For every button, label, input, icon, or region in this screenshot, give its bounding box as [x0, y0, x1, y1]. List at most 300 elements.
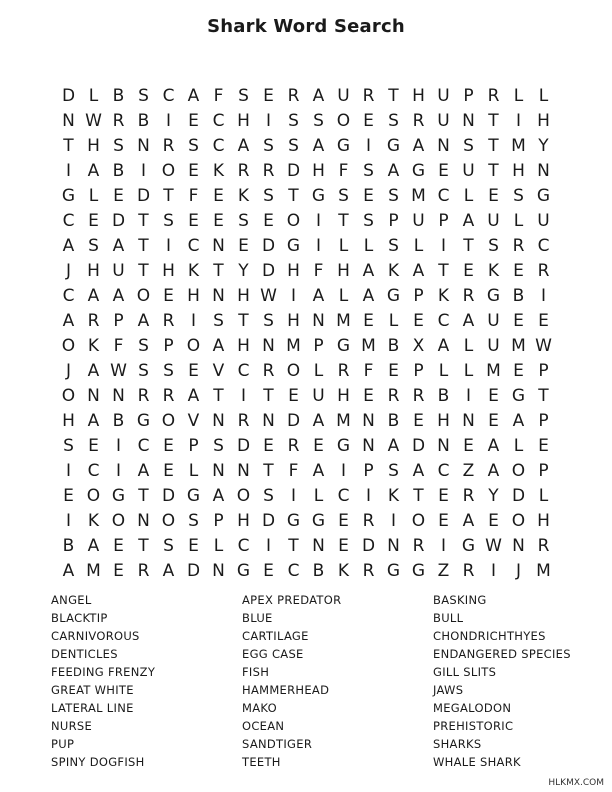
grid-letter: M: [511, 335, 526, 356]
grid-letter: R: [137, 560, 150, 581]
grid-letter: T: [488, 110, 499, 131]
grid-letter: H: [87, 135, 100, 156]
grid-letter: I: [390, 510, 396, 531]
word-list-item: SANDTIGER: [242, 737, 313, 751]
site-watermark: HLKMX.COM: [548, 778, 604, 788]
grid-letter: E: [263, 560, 274, 581]
grid-letter: B: [62, 535, 75, 556]
grid-letter: T: [263, 385, 274, 406]
grid-letter: A: [87, 410, 100, 431]
grid-letter: C: [537, 235, 550, 256]
grid-letter: R: [162, 385, 175, 406]
grid-letter: P: [438, 210, 449, 231]
word-list-item: LATERAL LINE: [51, 701, 134, 715]
grid-letter: A: [312, 135, 325, 156]
grid-letter: S: [313, 110, 324, 131]
word-list-item: DENTICLES: [51, 647, 118, 661]
grid-letter: E: [263, 435, 274, 456]
grid-letter: L: [88, 185, 99, 206]
grid-letter: S: [263, 135, 274, 156]
grid-letter: L: [338, 235, 349, 256]
grid-letter: S: [288, 110, 299, 131]
grid-letter: R: [237, 410, 250, 431]
word-list-item: ENDANGERED SPECIES: [433, 647, 571, 661]
word-list-item: PREHISTORIC: [433, 719, 514, 733]
grid-letter: P: [213, 510, 224, 531]
grid-letter: S: [163, 360, 174, 381]
grid-letter: E: [88, 210, 99, 231]
grid-letter: W: [260, 285, 277, 306]
grid-letter: A: [62, 560, 75, 581]
word-list-item: BULL: [433, 611, 464, 625]
grid-letter: I: [65, 160, 71, 181]
grid-letter: R: [462, 560, 475, 581]
grid-letter: D: [186, 560, 201, 581]
grid-letter: I: [65, 460, 71, 481]
grid-letter: F: [313, 260, 324, 281]
grid-letter: O: [61, 385, 76, 406]
grid-letter: L: [513, 435, 524, 456]
grid-letter: T: [213, 385, 224, 406]
grid-letter: L: [213, 535, 224, 556]
grid-letter: G: [511, 385, 526, 406]
grid-letter: A: [187, 385, 200, 406]
grid-letter: E: [513, 360, 524, 381]
grid-letter: R: [287, 435, 300, 456]
grid-letter: C: [212, 110, 225, 131]
grid-letter: I: [465, 385, 471, 406]
grid-letter: Y: [488, 485, 499, 506]
grid-letter: E: [513, 260, 524, 281]
grid-letter: S: [463, 135, 474, 156]
grid-letter: G: [336, 335, 351, 356]
grid-letter: M: [361, 335, 376, 356]
grid-letter: T: [538, 385, 549, 406]
grid-letter: E: [288, 385, 299, 406]
grid-letter: I: [365, 135, 371, 156]
word-list-item: FISH: [242, 665, 270, 679]
grid-letter: K: [487, 260, 500, 281]
grid-letter: E: [338, 535, 349, 556]
grid-letter: H: [162, 260, 175, 281]
grid-letter: I: [490, 560, 496, 581]
grid-letter: G: [411, 560, 426, 581]
grid-letter: B: [112, 410, 125, 431]
grid-letter: U: [487, 210, 500, 231]
grid-letter: E: [188, 535, 199, 556]
grid-letter: T: [238, 310, 249, 331]
grid-letter: H: [437, 410, 450, 431]
grid-letter: E: [488, 410, 499, 431]
grid-letter: R: [387, 385, 400, 406]
grid-letter: S: [338, 185, 349, 206]
grid-letter: K: [87, 335, 100, 356]
grid-letter: E: [388, 360, 399, 381]
grid-letter: I: [115, 460, 121, 481]
grid-letter: R: [362, 85, 375, 106]
grid-letter: H: [62, 410, 75, 431]
grid-letter: E: [413, 310, 424, 331]
grid-letter: I: [315, 235, 321, 256]
grid-letter: C: [437, 185, 450, 206]
grid-letter: E: [163, 435, 174, 456]
grid-letter: C: [237, 535, 250, 556]
grid-letter: P: [413, 360, 424, 381]
grid-letter: A: [487, 460, 500, 481]
grid-letter: S: [238, 210, 249, 231]
grid-letter: U: [487, 310, 500, 331]
grid-letter: N: [137, 510, 150, 531]
grid-letter: A: [87, 160, 100, 181]
grid-letter: E: [263, 210, 274, 231]
grid-letter: O: [236, 485, 251, 506]
grid-letter: N: [312, 310, 325, 331]
grid-letter: D: [161, 485, 176, 506]
grid-letter: J: [515, 560, 521, 581]
grid-letter: R: [362, 510, 375, 531]
grid-letter: O: [161, 510, 176, 531]
grid-letter: V: [212, 360, 225, 381]
grid-letter: A: [112, 285, 125, 306]
grid-letter: P: [163, 335, 174, 356]
grid-letter: H: [87, 260, 100, 281]
grid-letter: E: [188, 160, 199, 181]
grid-letter: T: [263, 460, 274, 481]
grid-letter: T: [138, 535, 149, 556]
grid-letter: O: [511, 460, 526, 481]
grid-letter: Y: [538, 135, 549, 156]
grid-letter: S: [388, 185, 399, 206]
grid-letter: O: [161, 410, 176, 431]
grid-letter: A: [62, 235, 75, 256]
grid-letter: E: [488, 185, 499, 206]
grid-letter: N: [212, 560, 225, 581]
grid-letter: I: [290, 285, 296, 306]
grid-letter: U: [112, 260, 125, 281]
grid-letter: H: [287, 310, 300, 331]
grid-letter: G: [136, 410, 151, 431]
grid-letter: E: [113, 185, 124, 206]
grid-letter: S: [213, 435, 224, 456]
grid-letter: H: [237, 510, 250, 531]
grid-letter: S: [138, 85, 149, 106]
grid-letter: G: [486, 285, 501, 306]
grid-letter: G: [336, 435, 351, 456]
grid-letter: L: [463, 335, 474, 356]
grid-letter: S: [263, 485, 274, 506]
grid-letter: O: [186, 335, 201, 356]
grid-letter: B: [512, 285, 525, 306]
grid-letter: R: [162, 310, 175, 331]
grid-letter: C: [87, 460, 100, 481]
grid-letter: P: [188, 435, 199, 456]
grid-letter: K: [437, 285, 450, 306]
grid-letter: U: [537, 210, 550, 231]
grid-letter: H: [237, 110, 250, 131]
grid-letter: Y: [238, 260, 249, 281]
grid-letter: L: [413, 235, 424, 256]
grid-letter: L: [463, 360, 474, 381]
grid-letter: A: [412, 460, 425, 481]
grid-letter: H: [337, 260, 350, 281]
grid-letter: L: [538, 85, 549, 106]
grid-letter: S: [163, 210, 174, 231]
grid-letter: K: [237, 185, 250, 206]
grid-letter: M: [336, 410, 351, 431]
grid-letter: R: [362, 560, 375, 581]
grid-letter: G: [286, 235, 301, 256]
grid-letter: H: [537, 510, 550, 531]
grid-letter: O: [136, 285, 151, 306]
grid-letter: M: [486, 360, 501, 381]
grid-letter: S: [63, 435, 74, 456]
grid-letter: L: [313, 485, 324, 506]
grid-letter: S: [138, 335, 149, 356]
grid-letter: P: [113, 310, 124, 331]
grid-letter: T: [488, 160, 499, 181]
grid-letter: E: [488, 385, 499, 406]
grid-letter: N: [362, 435, 375, 456]
grid-letter: I: [340, 460, 346, 481]
grid-letter: C: [437, 460, 450, 481]
grid-letter: F: [363, 360, 374, 381]
grid-letter: S: [88, 235, 99, 256]
grid-letter: T: [63, 135, 74, 156]
grid-letter: J: [65, 360, 71, 381]
grid-letter: K: [212, 160, 225, 181]
grid-letter: A: [162, 560, 175, 581]
grid-letter: P: [388, 210, 399, 231]
grid-letter: L: [313, 360, 324, 381]
grid-letter: O: [111, 510, 126, 531]
grid-letter: T: [438, 260, 449, 281]
grid-letter: N: [62, 110, 75, 131]
grid-letter: T: [288, 535, 299, 556]
grid-letter: E: [113, 535, 124, 556]
grid-letter: G: [336, 135, 351, 156]
grid-letter: E: [113, 560, 124, 581]
word-list-item: APEX PREDATOR: [242, 593, 342, 607]
grid-letter: W: [485, 535, 502, 556]
grid-letter: C: [437, 310, 450, 331]
grid-letter: A: [487, 435, 500, 456]
grid-letter: G: [386, 285, 401, 306]
word-list-item: EGG CASE: [242, 647, 304, 661]
grid-letter: R: [412, 110, 425, 131]
letter-grid: [56, 83, 556, 583]
grid-letter: D: [136, 185, 151, 206]
grid-letter: H: [237, 335, 250, 356]
grid-letter: R: [162, 135, 175, 156]
grid-letter: S: [288, 135, 299, 156]
grid-letter: Z: [462, 460, 475, 481]
grid-letter: A: [137, 460, 150, 481]
grid-letter: A: [87, 360, 100, 381]
grid-letter: H: [537, 110, 550, 131]
grid-letter: A: [437, 335, 450, 356]
grid-letter: A: [387, 435, 400, 456]
word-list-item: BASKING: [433, 593, 487, 607]
grid-letter: R: [462, 285, 475, 306]
grid-letter: I: [540, 285, 546, 306]
grid-letter: I: [190, 310, 196, 331]
grid-letter: N: [462, 110, 475, 131]
grid-letter: L: [463, 185, 474, 206]
grid-letter: S: [513, 185, 524, 206]
word-list-item: PUP: [51, 737, 75, 751]
grid-letter: R: [462, 485, 475, 506]
grid-letter: D: [61, 85, 76, 106]
grid-letter: S: [138, 360, 149, 381]
grid-letter: R: [87, 310, 100, 331]
grid-letter: L: [538, 485, 549, 506]
grid-letter: A: [462, 210, 475, 231]
word-list-item: FEEDING FRENZY: [51, 665, 156, 679]
grid-letter: G: [386, 135, 401, 156]
grid-letter: P: [538, 360, 549, 381]
grid-letter: A: [137, 310, 150, 331]
grid-letter: N: [212, 235, 225, 256]
word-list-item: MAKO: [242, 701, 277, 715]
grid-letter: E: [513, 310, 524, 331]
grid-letter: H: [512, 160, 525, 181]
grid-letter: S: [488, 235, 499, 256]
grid-letter: A: [362, 285, 375, 306]
grid-letter: F: [338, 160, 349, 181]
grid-letter: K: [337, 560, 350, 581]
grid-letter: U: [337, 85, 350, 106]
grid-letter: A: [112, 235, 125, 256]
grid-letter: C: [62, 285, 75, 306]
grid-letter: I: [165, 110, 171, 131]
grid-letter: T: [463, 235, 474, 256]
grid-letter: M: [336, 310, 351, 331]
grid-letter: W: [110, 360, 127, 381]
grid-letter: I: [265, 110, 271, 131]
grid-letter: A: [512, 410, 525, 431]
grid-letter: T: [413, 485, 424, 506]
grid-letter: T: [138, 260, 149, 281]
grid-letter: A: [412, 135, 425, 156]
grid-letter: F: [288, 460, 299, 481]
grid-letter: A: [87, 285, 100, 306]
grid-letter: I: [165, 235, 171, 256]
grid-letter: G: [386, 560, 401, 581]
grid-letter: W: [85, 110, 102, 131]
grid-letter: D: [261, 260, 276, 281]
grid-letter: S: [388, 460, 399, 481]
grid-letter: T: [338, 210, 349, 231]
grid-letter: L: [513, 210, 524, 231]
word-list-item: CARNIVOROUS: [51, 629, 140, 643]
word-list-item: BLACKTIP: [51, 611, 108, 625]
grid-letter: I: [140, 160, 146, 181]
grid-letter: B: [112, 85, 125, 106]
grid-letter: G: [61, 185, 76, 206]
grid-letter: N: [212, 460, 225, 481]
grid-letter: N: [137, 135, 150, 156]
grid-letter: C: [187, 235, 200, 256]
grid-letter: E: [338, 510, 349, 531]
grid-letter: N: [212, 410, 225, 431]
grid-letter: E: [363, 310, 374, 331]
grid-letter: L: [438, 360, 449, 381]
grid-letter: O: [161, 160, 176, 181]
grid-letter: M: [286, 335, 301, 356]
grid-letter: J: [65, 260, 71, 281]
grid-letter: G: [411, 160, 426, 181]
grid-letter: A: [87, 535, 100, 556]
grid-letter: X: [412, 335, 425, 356]
grid-letter: C: [337, 485, 350, 506]
grid-letter: E: [413, 410, 424, 431]
word-list-item: NURSE: [51, 719, 93, 733]
grid-letter: D: [236, 435, 251, 456]
grid-letter: A: [187, 85, 200, 106]
grid-letter: E: [488, 510, 499, 531]
grid-letter: A: [387, 160, 400, 181]
grid-letter: E: [538, 310, 549, 331]
grid-letter: B: [437, 385, 450, 406]
grid-letter: C: [212, 135, 225, 156]
grid-letter: S: [363, 210, 374, 231]
grid-letter: O: [336, 110, 351, 131]
grid-letter: U: [412, 210, 425, 231]
grid-letter: H: [337, 385, 350, 406]
grid-letter: O: [61, 335, 76, 356]
grid-letter: O: [86, 485, 101, 506]
grid-letter: B: [387, 410, 400, 431]
grid-letter: L: [513, 85, 524, 106]
grid-letter: S: [388, 235, 399, 256]
grid-letter: P: [313, 335, 324, 356]
grid-letter: S: [363, 160, 374, 181]
grid-letter: A: [462, 510, 475, 531]
grid-letter: D: [261, 235, 276, 256]
grid-letter: I: [115, 435, 121, 456]
grid-letter: A: [312, 460, 325, 481]
grid-letter: L: [338, 285, 349, 306]
grid-letter: N: [87, 385, 100, 406]
grid-letter: G: [111, 485, 126, 506]
grid-letter: N: [362, 410, 375, 431]
grid-letter: R: [262, 160, 275, 181]
grid-letter: F: [113, 335, 124, 356]
grid-letter: L: [388, 310, 399, 331]
page-title: Shark Word Search: [207, 16, 405, 37]
grid-letter: I: [440, 235, 446, 256]
grid-letter: E: [263, 85, 274, 106]
grid-letter: R: [412, 535, 425, 556]
grid-letter: N: [437, 135, 450, 156]
grid-letter: D: [261, 510, 276, 531]
grid-letter: R: [487, 85, 500, 106]
grid-letter: P: [413, 285, 424, 306]
grid-letter: R: [537, 260, 550, 281]
grid-letter: E: [63, 485, 74, 506]
grid-letter: L: [363, 235, 374, 256]
grid-letter: T: [163, 185, 174, 206]
grid-letter: P: [538, 460, 549, 481]
word-list-item: SPINY DOGFISH: [51, 755, 145, 769]
grid-letter: B: [387, 335, 400, 356]
grid-letter: R: [112, 110, 125, 131]
grid-letter: E: [188, 360, 199, 381]
grid-letter: E: [313, 435, 324, 456]
grid-letter: N: [262, 410, 275, 431]
grid-letter: G: [236, 560, 251, 581]
grid-letter: T: [388, 85, 399, 106]
